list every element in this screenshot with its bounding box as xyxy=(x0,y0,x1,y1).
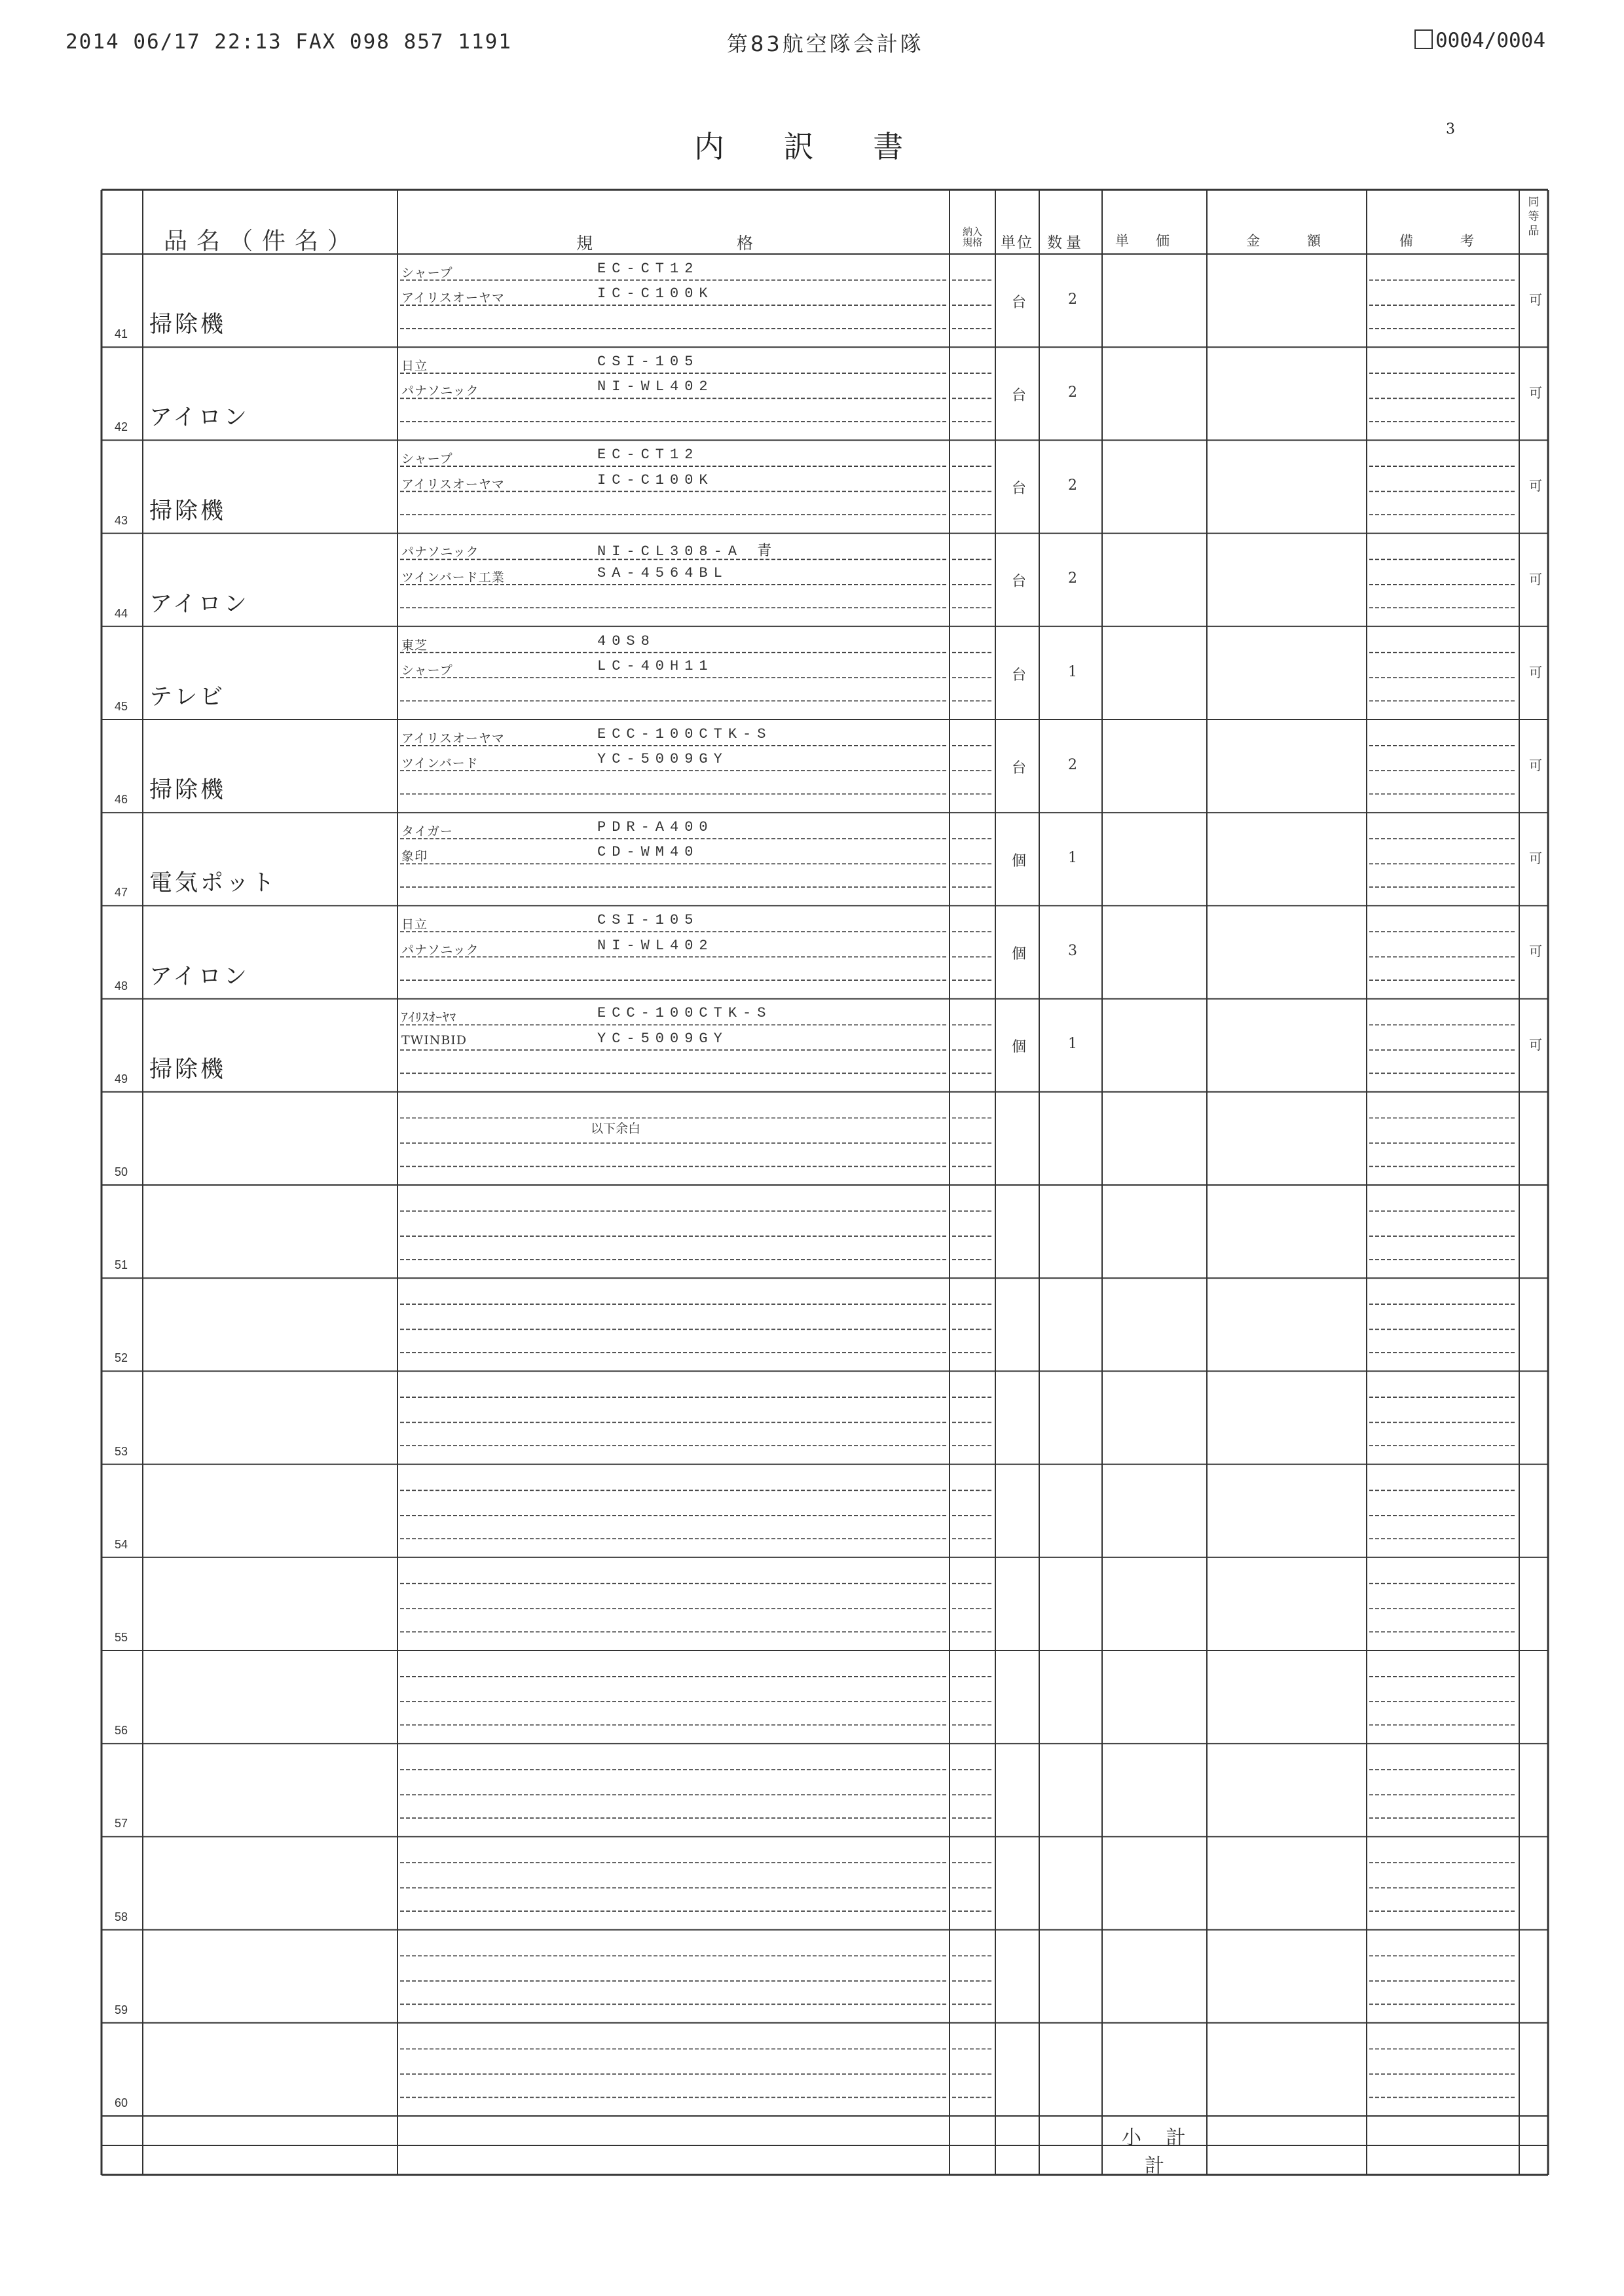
compatible-cell: 可 xyxy=(1529,571,1542,587)
spec-model: YC-5009GY xyxy=(597,751,728,768)
item-name: アイロン xyxy=(149,963,249,990)
item-name: 掃除機 xyxy=(149,498,227,524)
fax-sender: 第83航空隊会計隊 xyxy=(727,31,924,56)
row-number: 41 xyxy=(115,327,128,341)
spec-maker: 象印 xyxy=(401,849,428,864)
spec-maker: 東芝 xyxy=(401,638,428,653)
compatible-cell: 可 xyxy=(1529,757,1542,774)
compatible-cell: 可 xyxy=(1529,385,1542,401)
spec-model: 40S8 xyxy=(597,632,655,649)
row-number: 59 xyxy=(115,2003,128,2016)
row-number: 55 xyxy=(115,1631,128,1644)
spec-maker: シャープ xyxy=(401,265,453,280)
unit-cell: 台 xyxy=(1012,759,1027,776)
spec-model: ECC-100CTK-S xyxy=(597,725,772,742)
document-title: 内 訳 書 xyxy=(694,129,929,164)
column-header-spec: 規 格 xyxy=(576,234,760,253)
spec-maker: ツインバード工業 xyxy=(401,570,505,585)
row-number: 42 xyxy=(115,420,128,434)
spec-model: PDR-A400 xyxy=(597,819,714,836)
compatible-cell: 可 xyxy=(1529,292,1542,308)
spec-maker: シャープ xyxy=(401,663,453,678)
column-header-name: 品名（件名） xyxy=(164,228,361,255)
row-number: 54 xyxy=(115,1537,128,1551)
spec-maker: ツインバード xyxy=(401,756,479,771)
unit-cell: 個 xyxy=(1012,853,1027,870)
item-name: 掃除機 xyxy=(149,777,227,804)
row-number: 50 xyxy=(115,1165,128,1178)
column-header-compatible: 同 等 品 xyxy=(1528,196,1540,238)
spec-maker: パナソニック xyxy=(401,942,479,957)
spec-maker: 日立 xyxy=(401,359,428,374)
row-number: 45 xyxy=(115,700,128,713)
item-name: アイロン xyxy=(149,405,249,431)
row-number: 53 xyxy=(115,1444,128,1458)
spec-maker: シャープ xyxy=(401,452,453,467)
row-number: 57 xyxy=(115,1817,128,1831)
spec-model: SA-4564BL xyxy=(597,564,728,581)
compatible-cell: 可 xyxy=(1529,664,1542,680)
spec-maker: アイリスオーヤマ xyxy=(401,731,505,746)
item-name: アイロン xyxy=(149,591,249,617)
spec-maker: タイガー xyxy=(401,824,454,839)
item-name: テレビ xyxy=(149,684,226,710)
compatible-cell: 可 xyxy=(1529,850,1542,867)
spec-model: CSI-105 xyxy=(597,354,699,371)
fax-page-count: 0004/0004 xyxy=(1435,29,1545,52)
spec-maker: パナソニック xyxy=(401,384,479,399)
total-label: 計 xyxy=(1145,2155,1173,2178)
spec-model: EC-CT12 xyxy=(597,446,699,464)
unit-cell: 台 xyxy=(1012,294,1027,311)
qty-cell: 2 xyxy=(1068,384,1077,401)
compatible-cell: 可 xyxy=(1529,943,1542,960)
spec-maker: TWINBID xyxy=(401,1032,468,1048)
column-header-unit: 単位 xyxy=(1001,234,1033,251)
row-number: 43 xyxy=(115,513,128,527)
compatible-cell: 可 xyxy=(1529,478,1542,494)
column-header-tender: 納入 規格 xyxy=(962,226,982,248)
item-name: 掃除機 xyxy=(149,1056,227,1083)
spec-model: NI-CL308-A 青 xyxy=(597,543,778,560)
unit-cell: 台 xyxy=(1012,666,1027,683)
spec-model: CSI-105 xyxy=(597,912,699,929)
page-number: 3 xyxy=(1446,121,1455,137)
column-header-unit-price: 単 価 xyxy=(1115,233,1176,249)
row-number: 58 xyxy=(115,1910,128,1923)
qty-cell: 2 xyxy=(1068,756,1077,773)
qty-cell: 3 xyxy=(1068,943,1077,960)
subtotal-label: 小 計 xyxy=(1122,2126,1195,2149)
spec-maker: ｱｲﾘｽｵｰﾔﾏ xyxy=(401,1010,457,1025)
spec-model: IC-C100K xyxy=(597,471,714,488)
fax-timestamp-line: 2014 06/17 22:13 FAX 098 857 1191 xyxy=(65,30,512,54)
unit-cell: 台 xyxy=(1012,388,1027,405)
qty-cell: 2 xyxy=(1068,477,1077,494)
row-number: 52 xyxy=(115,1351,128,1365)
unit-cell: 個 xyxy=(1012,1039,1027,1056)
spec-model: EC-CT12 xyxy=(597,260,699,277)
unit-cell: 台 xyxy=(1012,574,1027,591)
row-number: 48 xyxy=(115,979,128,993)
qty-cell: 1 xyxy=(1068,663,1077,680)
spec-model: CD-WM40 xyxy=(597,844,699,861)
compatible-cell: 可 xyxy=(1529,1036,1542,1053)
qty-cell: 2 xyxy=(1068,291,1077,308)
row-number: 46 xyxy=(115,793,128,807)
column-header-amount: 金 額 xyxy=(1246,233,1327,249)
qty-cell: 2 xyxy=(1068,570,1077,587)
spec-maker: パナソニック xyxy=(401,545,479,560)
spec-model: LC-40H11 xyxy=(597,658,714,674)
spec-model: NI-WL402 xyxy=(597,378,714,395)
spec-maker: アイリスオーヤマ xyxy=(401,291,505,306)
spec-model: YC-5009GY xyxy=(597,1030,728,1047)
row-number: 51 xyxy=(115,1258,128,1272)
item-name: 掃除機 xyxy=(149,312,227,338)
spec-model: NI-WL402 xyxy=(597,937,714,954)
spec-model: IC-C100K xyxy=(597,285,714,302)
row-number: 44 xyxy=(115,606,128,620)
row-number: 49 xyxy=(115,1072,128,1085)
spec-maker: 日立 xyxy=(401,917,428,932)
row-number: 60 xyxy=(115,2096,128,2109)
qty-cell: 1 xyxy=(1068,1036,1077,1053)
row-number: 47 xyxy=(115,886,128,900)
spec-model: ECC-100CTK-S xyxy=(597,1005,772,1022)
spec-maker: アイリスオーヤマ xyxy=(401,477,505,492)
item-name: 電気ポット xyxy=(149,870,278,897)
unit-cell: 個 xyxy=(1012,946,1027,963)
row-number: 56 xyxy=(115,1724,128,1738)
column-header-qty: 数量 xyxy=(1047,234,1085,251)
unit-cell: 台 xyxy=(1012,481,1027,498)
qty-cell: 1 xyxy=(1068,850,1077,867)
column-header-remarks: 備 考 xyxy=(1399,233,1481,249)
blank-note: 以下余白 xyxy=(591,1121,641,1136)
